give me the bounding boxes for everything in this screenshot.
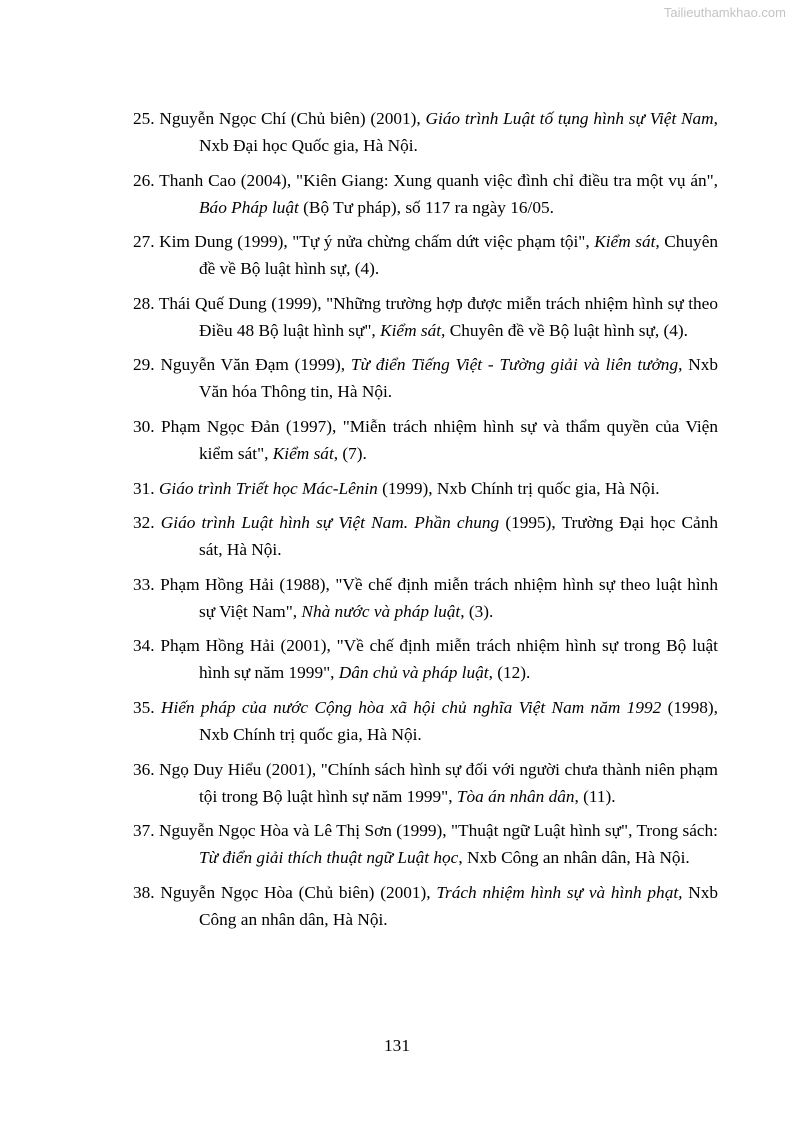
reference-title: Dân chủ và pháp luật [338,663,489,683]
watermark: Tailieuthamkhao.com [663,5,786,20]
reference-item [133,879,718,933]
reference-number: 32. [133,513,155,533]
reference-number: 26. [133,170,155,190]
reference-number: 27. [133,232,155,252]
reference-text: Nguyễn Ngọc Hòa và Lê Thị Sơn (1999), "Thuật ngữ Luật hình sự", Trong sách: [159,821,718,841]
reference-number: 36. [133,759,155,779]
reference-number: 25. [133,109,155,128]
page-number: 131 [384,1036,410,1055]
reference-title: Từ điển Tiếng Việt - Tường giải và liên tưởng [350,355,679,375]
reference-item [133,105,718,159]
reference-text: Nguyễn Ngọc Chí (Chủ biên) (2001), [159,109,426,128]
reference-text: Nguyễn Ngọc Hòa (Chủ biên) (2001), [160,882,437,902]
reference-item [133,571,718,625]
reference-title: Tòa án nhân dân [456,786,575,806]
reference-text: Chuyên đề về Bộ luật hình sự, (4). [445,320,689,340]
reference-number: 34. [133,636,155,656]
reference-title: Giáo trình Luật tố tụng hình sự Việt Nam [425,109,714,128]
reference-title: Giáo trình Triết học Mác-Lênin [158,478,378,498]
reference-text: (1998), Nxb Chính trị quốc gia, Hà Nội. [199,697,718,744]
reference-title: Từ điển giải thích thuật ngữ Luật học [199,848,459,868]
reference-text: Chuyên đề về Bộ luật hình sự, (4). [199,232,719,279]
reference-text: , (12). [488,663,531,683]
reference-item [133,756,718,810]
reference-title: Kiểm sát, [594,232,660,252]
reference-item [133,475,718,502]
reference-text: (1999), Nxb Chính trị quốc gia, Hà Nội. [377,478,660,498]
reference-text: Nguyễn Văn Đạm (1999), [160,355,351,375]
reference-item [133,632,718,686]
reference-title: Kiểm sát [272,443,334,463]
reference-text: (Bộ Tư pháp), số 117 ra ngày 16/05. [298,197,554,217]
reference-text: , (11). [574,786,616,806]
reference-text: Phạm Hồng Hải (1988), "Về chế định miễn trách nhiệm hình sự theo luật hình sự Việt Nam", [160,574,718,621]
reference-title: Giáo trình Luật hình sự Việt Nam. Phần chung [160,513,500,533]
reference-number: 33. [133,574,155,594]
reference-item [133,290,718,344]
reference-text: Phạm Ngọc Đản (1997), "Miễn trách nhiệm hình sự và thẩm quyền của Viện kiểm sát", [161,416,718,463]
reference-list [133,105,718,940]
reference-text: (1995), Trường Đại học Cảnh sát, Hà Nội. [199,513,718,560]
reference-number: 38. [133,882,155,902]
reference-text: , Nxb Đại học Quốc gia, Hà Nội. [199,109,718,155]
reference-text: , (3). [460,601,494,621]
reference-number: 30. [133,416,155,436]
reference-number: 35. [133,697,155,717]
reference-text: Thái Quế Dung (1999), "Những trường hợp được miễn trách nhiệm hình sự theo Điều 48 Bộ luật hình sự", [158,293,718,340]
reference-text: , Nxb Văn hóa Thông tin, Hà Nội. [199,355,718,402]
reference-text: Ngọ Duy Hiểu (2001), "Chính sách hình sự đối với người chưa thành niên phạm tội trong Bộ luật hình sự năm 1999", [159,759,718,806]
reference-title: Trách nhiệm hình sự và hình phạt, [436,882,683,902]
reference-number: 28. [133,293,155,313]
reference-number: 29. [133,355,155,375]
reference-item [133,413,718,467]
reference-item [133,817,718,871]
reference-item [133,694,718,748]
reference-text: , Nxb Công an nhân dân, Hà Nội. [458,848,690,868]
reference-title: Báo Pháp luật [199,197,299,217]
reference-text: Thanh Cao (2004), "Kiên Giang: Xung quanh việc đình chỉ điều tra một vụ án", [159,170,718,190]
reference-text: Kim Dung (1999), "Tự ý nửa chừng chấm dứt việc phạm tội", [159,232,595,252]
reference-number: 31. [133,478,155,498]
reference-item [133,351,718,405]
reference-text: , (7). [333,443,367,463]
reference-title: Hiến pháp của nước Cộng hòa xã hội chủ nghĩa Việt Nam năm 1992 [160,697,662,717]
reference-item [133,228,718,282]
reference-title: Nhà nước và pháp luật [301,601,461,621]
reference-item [133,167,718,221]
reference-text: Nxb Công an nhân dân, Hà Nội. [199,882,718,929]
reference-number: 37. [133,821,155,841]
reference-title: Kiểm sát, [380,320,446,340]
reference-text: Phạm Hồng Hải (2001), "Về chế định miễn trách nhiệm hình sự trong Bộ luật hình sự năm 1999", [160,636,718,683]
reference-item [133,509,718,563]
